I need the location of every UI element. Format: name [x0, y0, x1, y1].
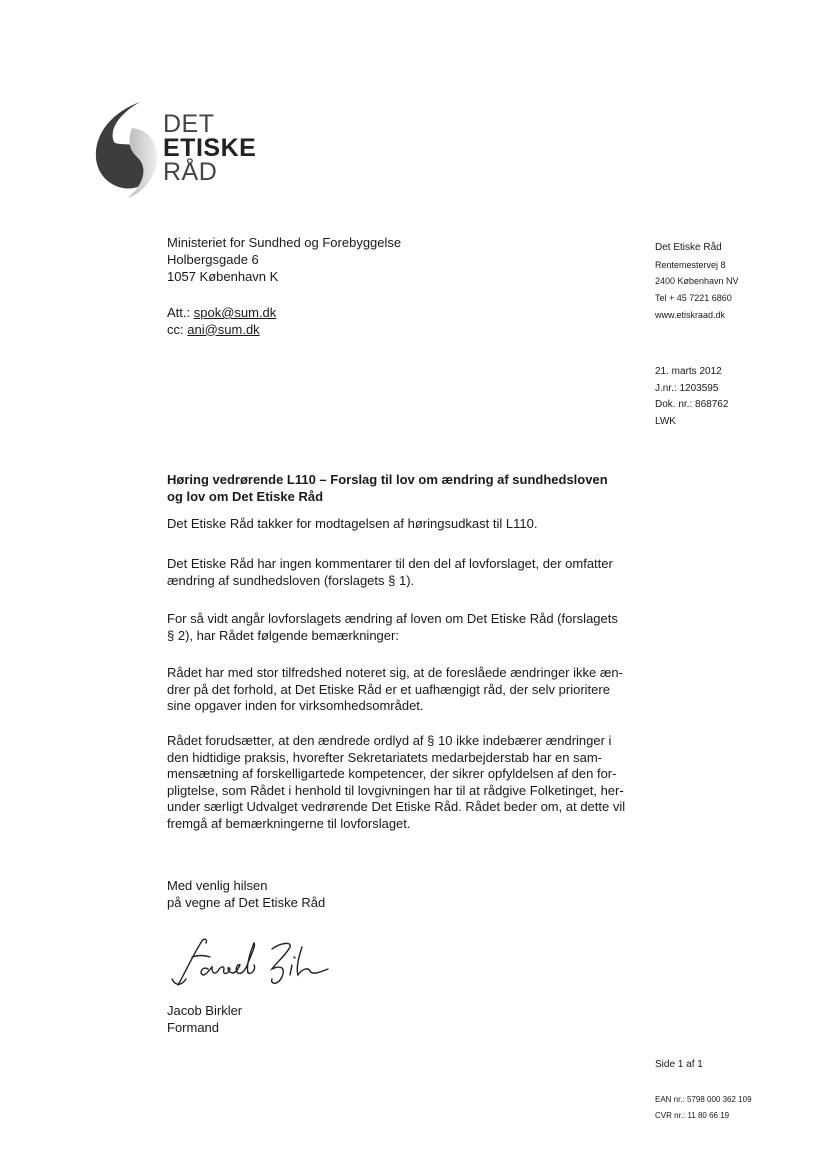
text-line: fremgå af bemærkningerne til lovforslaget.	[167, 815, 411, 831]
text-line: cc:	[167, 321, 188, 337]
text-line: Jacob Birkler	[167, 1003, 243, 1018]
paragraph-4	[167, 665, 623, 715]
text-line: sine opgaver inden for virksomhedsområdet.	[167, 698, 424, 713]
text-line: For så vidt angår lovforslagets ændring af loven om Det Etiske Råd (forslagets	[167, 611, 618, 626]
text-line: Att.:	[167, 305, 194, 320]
text-line: Formand	[167, 1019, 220, 1035]
text-line: ETISKE	[163, 134, 257, 162]
att-email-link[interactable]: spok@sum.dk	[193, 305, 277, 320]
signatory	[167, 1003, 242, 1036]
text-line: Høring vedrørende L110 – Forslag til lov om ændring af sundhedsloven	[167, 472, 608, 487]
text-line: LWK	[655, 416, 676, 428]
footer-registration	[655, 1092, 752, 1124]
handwritten-signature	[168, 935, 338, 995]
text-line: Rådet har med stor tilfredshed noteret sig, at de foreslåede ændringer ikke æn-	[167, 665, 623, 680]
text-line: pligtelse, som Rådet i henhold til lovgivningen har til at rådgive Folketinget, her-	[167, 782, 624, 798]
website-link[interactable]: www.etiskraad.dk	[655, 309, 726, 320]
text-line: DET	[163, 110, 215, 138]
logo	[92, 98, 160, 203]
text-line: RÅD	[163, 158, 218, 186]
letter-meta	[655, 364, 728, 431]
paragraph-2	[167, 556, 613, 589]
text-line: § 2), har Rådet følgende bemærkninger:	[167, 627, 399, 643]
subject-heading	[167, 472, 608, 505]
text-line: under særligt Udvalget vedrørende Det Etiske Råd. Rådet beder om, at dette vil	[167, 799, 626, 814]
paragraph-1	[167, 516, 537, 533]
text-line: mensætning af forskelligartede kompetencer, der sikrer opfyldelsen af den for-	[167, 766, 617, 781]
text-line: Det Etiske Råd	[655, 242, 722, 253]
text-line: Side 1 af 1	[655, 1059, 703, 1070]
text-line: Rådet forudsætter, at den ændrede ordlyd af § 10 ikke indebærer ændringer i	[167, 733, 612, 748]
closing	[167, 878, 325, 911]
recipient-contacts	[167, 305, 276, 338]
text-line: EAN nr.: 5798 000 362 109	[655, 1095, 752, 1104]
text-line: 2400 København NV	[655, 276, 739, 287]
text-line: CVR nr.: 11 80 66 19	[655, 1111, 730, 1120]
text-line: på vegne af Det Etiske Råd	[167, 894, 326, 910]
text-line: J.nr.: 1203595	[655, 382, 719, 394]
paragraph-3	[167, 611, 618, 644]
logo-text	[163, 112, 256, 184]
text-line: drer på det forhold, at Det Etiske Råd er et uafhængigt råd, der selv prioritere	[167, 681, 610, 697]
cc-email-link[interactable]: ani@sum.dk	[187, 321, 260, 337]
text-line: 1057 København K	[167, 269, 279, 284]
text-line: ændring af sundhedsloven (forslagets § 1).	[167, 572, 415, 588]
sender-address	[655, 240, 739, 324]
text-line: Det Etiske Råd takker for modtagelsen af høringsudkast til L110.	[167, 516, 538, 531]
page-number	[655, 1057, 703, 1074]
logo-swirl-icon	[92, 98, 160, 198]
text-line: Ministeriet for Sundhed og Forebyggelse	[167, 235, 402, 250]
text-line: Tel + 45 7221 6860	[655, 293, 732, 304]
text-line: Holbergsgade 6	[167, 252, 259, 267]
recipient-address	[167, 234, 401, 285]
text-line: 21. marts 2012	[655, 366, 722, 377]
text-line: den hidtidige praksis, hvorefter Sekretariatets medarbejderstab har en sam-	[167, 749, 602, 765]
text-line: Rentemestervej 8	[655, 259, 726, 270]
text-line: Med venlig hilsen	[167, 878, 268, 893]
text-line: Det Etiske Råd har ingen kommentarer til den del af lovforslaget, der omfatter	[167, 556, 613, 571]
text-line: og lov om Det Etiske Råd	[167, 488, 324, 504]
text-line: Dok. nr.: 868762	[655, 399, 729, 411]
paragraph-5	[167, 733, 625, 832]
